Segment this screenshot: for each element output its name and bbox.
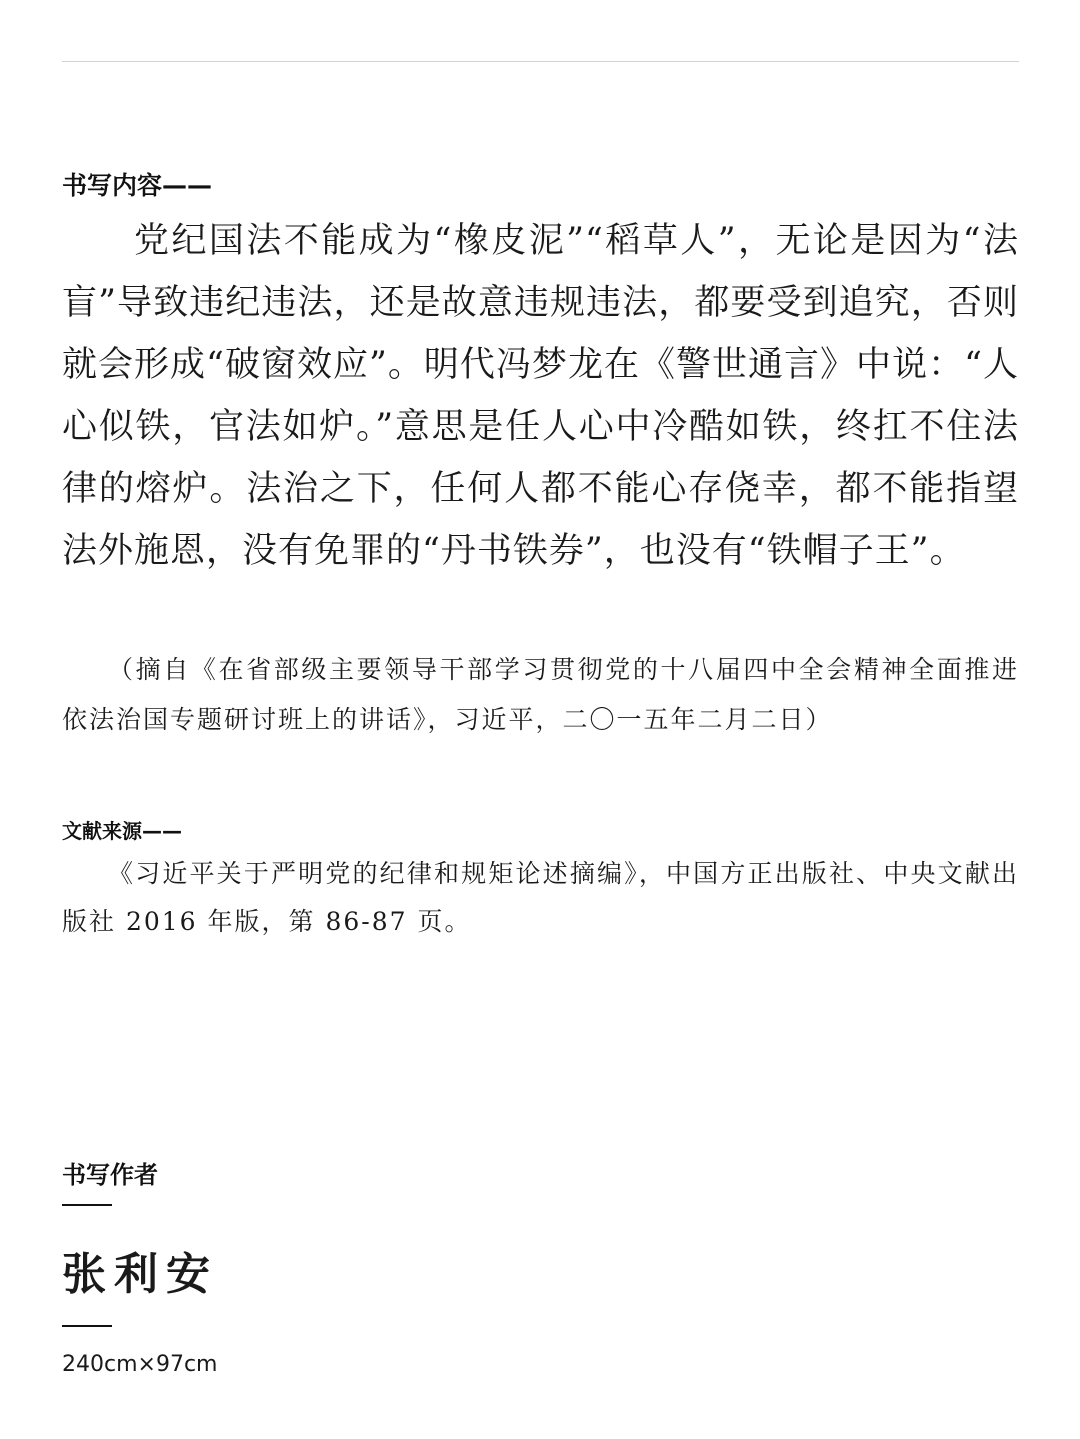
author-heading: 书写作者: [62, 1161, 158, 1189]
artwork-dimensions: 240cm×97cm: [62, 1352, 218, 1377]
source-heading: 文献来源——: [62, 819, 182, 843]
source-body: 《习近平关于严明党的纪律和规矩论述摘编》，中国方正出版社、中央文献出版社 2016 年版，第 86-87 页。: [62, 859, 1019, 936]
content-citation: （摘自《在省部级主要领导干部学习贯彻党的十八届四中全会精神全面推进依法治国专题研讨班上的讲话》，习近平，二〇一五年二月二日）: [62, 655, 1019, 734]
author-divider-bottom: [62, 1325, 112, 1327]
author-name: 张利安: [62, 1249, 218, 1300]
top-divider: [62, 61, 1019, 62]
content-heading: 书写内容——: [62, 171, 213, 200]
author-divider-top: [62, 1204, 112, 1206]
content-body: 党纪国法不能成为“橡皮泥”“稻草人”，无论是因为“法盲”导致违纪违法，还是故意违规违法，都要受到追究，否则就会形成“破窗效应”。明代冯梦龙在《警世通言》中说：“人心似铁，官法如炉。”意思是任人心中冷酷如铁，终扛不住法律的熔炉。法治之下，任何人都不能心存侥幸，都不能指望法外施恩，没有免罪的“丹书铁券”，也没有“铁帽子王”。: [62, 221, 1019, 571]
